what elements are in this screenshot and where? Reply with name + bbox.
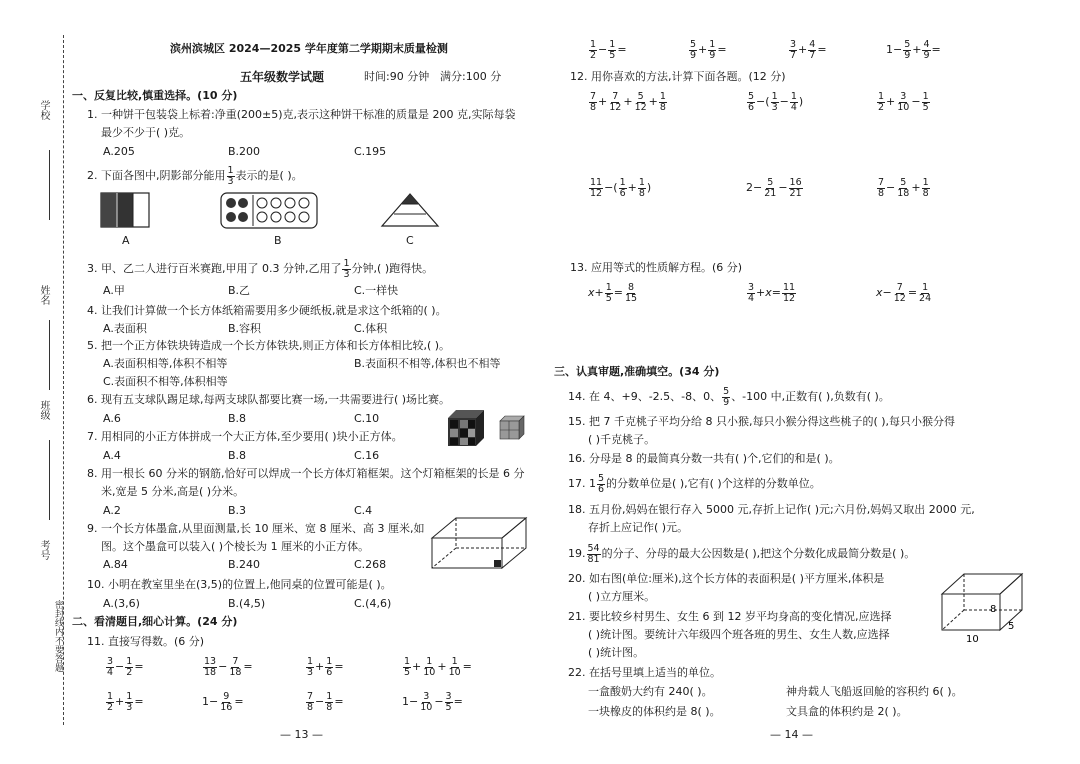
q4-option-a: A.表面积 (103, 322, 147, 335)
q22-stem: 22. 在括号里填上适当的单位。 (568, 666, 721, 679)
q7-option-b: B.8 (228, 449, 247, 462)
right-page (540, 0, 1080, 764)
q11-item-8: 1− $\frac{3}{10}$ − $\frac{3}{5}$ = (402, 690, 463, 713)
q11-stem: 11. 直接写得数。(6 分) (87, 635, 205, 648)
q9-option-a: A.84 (103, 558, 128, 571)
q5-option-a: A.表面积相等,体积不相等 (103, 357, 228, 370)
margin-class-label: 班级 (38, 400, 49, 420)
q1-option-c: C.195 (354, 145, 387, 158)
q11-item-1: $\frac{3}{4}$ − $\frac{1}{2}$ = (107, 655, 144, 678)
q10-option-a: A.(3,6) (103, 597, 140, 610)
q22-item-a: 一盒酸奶大约有 240( )。 (588, 685, 713, 698)
margin-no-label: 考号 (38, 540, 49, 560)
q15-line2: ( )千克桃子。 (588, 433, 656, 446)
q21-line3: ( )统计图。 (588, 646, 645, 659)
q1-option-b: B.200 (228, 145, 261, 158)
q1-stem: 1. 一种饼干包装袋上标着:净重(200±5)克,表示这种饼干标准的质量是 200 克,实际每袋 (87, 108, 516, 121)
q11-item-10: $\frac{5}{9}$ + $\frac{1}{9}$ = (690, 38, 727, 61)
q8-option-a: A.2 (103, 504, 121, 517)
q10-option-c: C.(4,6) (354, 597, 392, 610)
q12-item-3: $\frac{1}{2}$ + $\frac{3}{10}$ − $\frac{1}{5}$ (878, 90, 929, 113)
q3-stem (87, 258, 433, 280)
q1-stem2: 最少不少于( )克。 (101, 126, 191, 139)
q6-option-b: B.8 (228, 412, 247, 425)
q12-stem: 12. 用你喜欢的方法,计算下面各题。(12 分) (570, 70, 786, 83)
q6-option-a: A.6 (103, 412, 121, 425)
q22-item-d: 文具盒的体积约是 2( )。 (786, 705, 908, 718)
q2-stem-pre: 2. 下面各图中,阴影部分能用 (87, 169, 226, 182)
q2-figure-a (100, 192, 152, 228)
q21-line2: ( )统计图。要统计六年级四个班各班的男生、女生人数,应选择 (588, 628, 890, 641)
q11-item-5: $\frac{1}{2}$ + $\frac{1}{3}$ = (107, 690, 144, 713)
section3-heading: 三、认真审题,准确填空。(34 分) (554, 365, 720, 378)
q2-label-a: A (122, 234, 130, 247)
q6-stem: 6. 现有五支球队踢足球,每两支球队都要比赛一场,一共需要进行( )场比赛。 (87, 393, 451, 406)
q11-item-11: $\frac{3}{7}$ + $\frac{4}{7}$ = (790, 38, 827, 61)
q11-item-7: $\frac{7}{8}$ − $\frac{1}{8}$ = (307, 690, 344, 713)
q11-item-3: $\frac{1}{3}$ + $\frac{1}{6}$ = (307, 655, 344, 678)
margin-school-label: 学校 (38, 100, 49, 120)
q4-stem: 4. 让我们计算做一个长方体纸箱需要用多少硬纸板,就是求这个纸箱的( )。 (87, 304, 447, 317)
page-number-left: — 13 — (280, 728, 323, 741)
q7-small-cube-figure (498, 414, 526, 440)
q3-option-b: B.乙 (228, 284, 251, 297)
q7-option-c: C.16 (354, 449, 380, 462)
q20-cuboid-figure (940, 572, 1050, 646)
q21-line1: 21. 要比较乡村男生、女生 6 到 12 岁平均身高的变化情况,应选择 (568, 610, 892, 623)
q2-label-c: C (406, 234, 414, 247)
binding-margin (0, 0, 75, 764)
q11-item-2: $\frac{13}{18}$ − $\frac{7}{18}$ = (204, 655, 253, 678)
q2-label-b: B (274, 234, 282, 247)
q19: 19. $\frac{54}{81}$ 的分子、分母的最大公因数是( ),把这个分数化成最简分数是( )。 (568, 542, 916, 565)
q9-stem2: 图。这个墨盒可以装入( )个棱长为 1 厘米的小正方体。 (101, 540, 370, 553)
q2-fraction: $\frac{1}{3}$ (227, 164, 234, 187)
q1-option-a: A.205 (103, 145, 135, 158)
q7-stem: 7. 用相同的小正方体拼成一个大正方体,至少要用( )块小正方体。 (87, 430, 403, 443)
q3-stem-post: 分钟,( )跑得快。 (351, 262, 434, 275)
q3-fraction: $\frac{1}{3}$ (343, 257, 350, 280)
q13-eq-2: $\frac{3}{4}$ +x= $\frac{11}{12}$ (748, 281, 796, 304)
margin-name-label: 姓名 (38, 285, 49, 305)
q8-stem2: 米,宽是 5 分米,高是( )分米。 (101, 485, 245, 498)
section2-heading: 二、看清题目,细心计算。(24 分) (72, 615, 238, 628)
page-number-right: — 14 — (770, 728, 813, 741)
q20-line2: ( )立方厘米。 (588, 590, 656, 603)
q14: 14. 在 4、+9、-2.5、-8、0、 $\frac{5}{9}$ 、-100 中,正数有( ),负数有( )。 (568, 385, 890, 408)
school-underline (49, 150, 50, 220)
q18-line2: 存折上应记作( )元。 (588, 521, 689, 534)
q12-item-4: $\frac{11}{12}$ −( $\frac{1}{6}$ + $\frac{1}{8}$ ) (590, 176, 652, 199)
q7-large-cube-figure (446, 408, 486, 446)
exam-time: 时间:90 分钟 (364, 70, 430, 83)
q17: 17. 1 $\frac{5}{6}$ 的分数单位是( ),它有( )个这样的分数单位。 (568, 472, 821, 495)
q9-option-c: C.268 (354, 558, 387, 571)
q16: 16. 分母是 8 的最简真分数一共有( )个,它们的和是( )。 (568, 452, 840, 465)
q11-item-9: $\frac{1}{2}$ − $\frac{1}{5}$ = (590, 38, 627, 61)
q13-eq-3: x− $\frac{7}{12}$ = $\frac{1}{24}$ (876, 281, 932, 304)
q5-stem: 5. 把一个正方体铁块铸造成一个长方体铁块,则正方体和长方体相比较,( )。 (87, 339, 451, 352)
section1-heading: 一、反复比较,慎重选择。(10 分) (72, 89, 238, 102)
q20-line1: 20. 如右图(单位:厘米),这个长方体的表面积是( )平方厘米,体积是 (568, 572, 885, 585)
q12-item-1: $\frac{7}{8}$ + $\frac{7}{12}$ + $\frac{5}{12}$ + $\frac{1}{8}$ (590, 90, 666, 113)
q22-item-b: 神舟载人飞船返回舱的容积约 6( )。 (786, 685, 963, 698)
q12-item-2: $\frac{5}{6}$ −( $\frac{1}{3}$ − $\frac{1}{4}$ ) (748, 90, 804, 113)
q22-item-c: 一块橡皮的体积约是 8( )。 (588, 705, 721, 718)
q2-stem-post: 表示的是( )。 (235, 169, 303, 182)
seal-notice: 密封线内不要答题 (53, 600, 63, 672)
q10-stem: 10. 小明在教室里坐在(3,5)的位置上,他同桌的位置可能是( )。 (87, 578, 392, 591)
q8-option-b: B.3 (228, 504, 247, 517)
q4-option-c: C.体积 (354, 322, 388, 335)
q9-box-figure (430, 516, 528, 570)
q5-option-b: B.表面积不相等,体积也不相等 (354, 357, 501, 370)
q2-figure-b (220, 192, 320, 230)
q11-item-6: 1− $\frac{9}{16}$ = (202, 690, 244, 713)
q2-stem (87, 165, 303, 187)
q18-line1: 18. 五月份,妈妈在银行存入 5000 元,存折上记作( )元;六月份,妈妈又取出 2000 元, (568, 503, 975, 516)
q12-item-5: 2− $\frac{5}{21}$ − $\frac{16}{21}$ (746, 176, 802, 199)
q11-item-12: 1− $\frac{5}{9}$ + $\frac{4}{9}$ = (886, 38, 941, 61)
q6-option-c: C.10 (354, 412, 380, 425)
class-underline (49, 440, 50, 520)
exam-title: 滨州滨城区 2024—2025 学年度第二学期期末质量检测 (170, 42, 448, 55)
q9-option-b: B.240 (228, 558, 261, 571)
q2-figure-c (380, 192, 440, 228)
q15-line1: 15. 把 7 千克桃子平均分给 8 只小猴,每只小猴分得这些桃子的( ),每只小猴分得 (568, 415, 956, 428)
q7-option-a: A.4 (103, 449, 121, 462)
q13-eq-1: x+ $\frac{1}{5}$ = $\frac{8}{15}$ (588, 281, 638, 304)
q9-stem: 9. 一个长方体墨盒,从里面测量,长 10 厘米、宽 8 厘米、高 3 厘米,如 (87, 522, 425, 535)
q8-stem: 8. 用一根长 60 分米的钢筋,恰好可以焊成一个长方体灯箱框架。这个灯箱框架的长是 6 分 (87, 467, 525, 480)
exam-score: 满分:100 分 (440, 70, 502, 83)
q20-dim-width: 5 (1008, 621, 1015, 632)
q3-option-a: A.甲 (103, 284, 125, 297)
name-underline (49, 320, 50, 390)
q10-option-b: B.(4,5) (228, 597, 266, 610)
q13-stem: 13. 应用等式的性质解方程。(6 分) (570, 261, 743, 274)
q11-item-4: $\frac{1}{5}$ + $\frac{1}{10}$ + $\frac{1}{10}$ = (404, 655, 472, 678)
q5-option-c: C.表面积不相等,体积相等 (103, 375, 228, 388)
exam-subtitle: 五年级数学试题 (240, 70, 325, 84)
q3-stem-pre: 3. 甲、乙二人进行百米赛跑,甲用了 0.3 分钟,乙用了 (87, 262, 342, 275)
q8-option-c: C.4 (354, 504, 373, 517)
q12-item-6: $\frac{7}{8}$ − $\frac{5}{18}$ + $\frac{1}{8}$ (878, 176, 929, 199)
q3-option-c: C.一样快 (354, 284, 399, 297)
q20-dim-height: 8 (990, 604, 997, 615)
q20-dim-length: 10 (966, 634, 979, 645)
q4-option-b: B.容积 (228, 322, 262, 335)
